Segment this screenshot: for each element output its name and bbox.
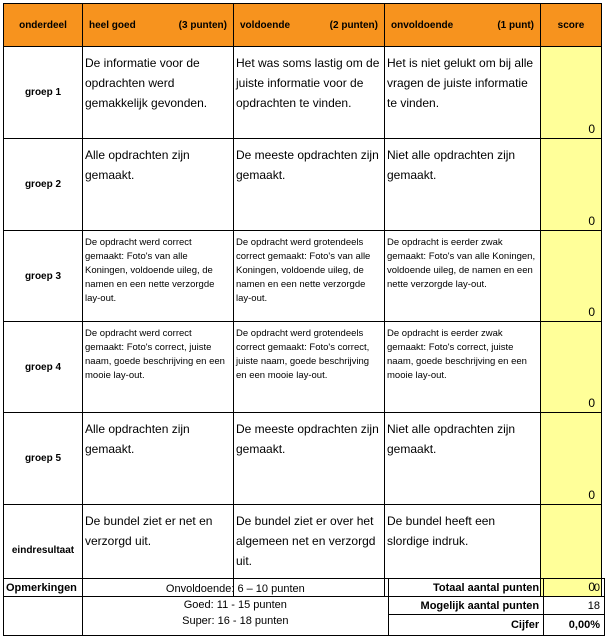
mogelijk-value: 18	[544, 597, 605, 615]
score-value: 0	[588, 214, 595, 228]
row-name: groep 3	[4, 231, 83, 322]
score-cell[interactable]	[541, 413, 602, 505]
table-row	[4, 413, 602, 505]
totaal-label: Totaal aantal punten	[388, 579, 543, 597]
score-cell[interactable]	[541, 139, 602, 231]
row-name: groep 2	[4, 139, 83, 231]
score-value: 0	[588, 396, 595, 410]
header-onvoldoende-label: onvoldoende	[391, 19, 454, 31]
cell-heel-goed: De informatie voor de opdrachten werd gemakkelijk gevonden.	[83, 47, 234, 139]
header-onvoldoende-points: (1 punt)	[497, 19, 534, 31]
row-name: groep 5	[4, 413, 83, 505]
header-voldoende	[234, 4, 385, 47]
table-row	[4, 231, 602, 322]
cell-onvoldoende: De bundel heeft een slordige indruk.	[385, 505, 541, 597]
row-name: groep 1	[4, 47, 83, 139]
table-row	[4, 47, 602, 139]
cell-heel-goed: Alle opdrachten zijn gemaakt.	[83, 139, 234, 231]
header-voldoende-points: (2 punten)	[329, 19, 378, 31]
cell-onvoldoende: Niet alle opdrachten zijn gemaakt.	[385, 139, 541, 231]
header-onvoldoende	[385, 4, 541, 47]
score-value: 0	[588, 580, 595, 594]
legend-goed: Goed: 11 - 15 punten	[183, 599, 287, 611]
legend-onvoldoende: Onvoldoende: 6 – 10 punten	[165, 583, 305, 595]
cell-onvoldoende: Niet alle opdrachten zijn gemaakt.	[385, 413, 541, 505]
header-heel-goed-points: (3 punten)	[178, 19, 227, 31]
cell-onvoldoende: De opdracht is eerder zwak gemaakt: Foto's van alle Koningen, voldoende uileg, de namen en een nette verzorgde lay-out.	[385, 231, 541, 322]
header-heel-goed-label: heel goed	[89, 19, 136, 31]
cell-heel-goed: De bundel ziet er net en verzorgd uit.	[83, 505, 234, 597]
cijfer-value: 0,00%	[544, 615, 605, 636]
table-row	[4, 139, 602, 231]
cell-heel-goed: De opdracht werd correct gemaakt: Foto's correct, juiste naam, goede beschrijving en een mooie lay-out.	[83, 322, 234, 413]
summary-table	[3, 578, 605, 636]
row-name: groep 4	[4, 322, 83, 413]
header-score: score	[541, 4, 602, 47]
header-onderdeel: onderdeel	[4, 4, 83, 47]
score-cell[interactable]	[541, 47, 602, 139]
legend-super: Super: 16 - 18 punten	[182, 615, 289, 627]
row-name: eindresultaat	[4, 505, 83, 597]
cell-voldoende: De opdracht werd grotendeels correct gemaakt: Foto's van alle Koningen, voldoende uileg, de namen en een nette verzorgde lay-out.	[234, 231, 385, 322]
cell-voldoende: De meeste opdrachten zijn gemaakt.	[234, 413, 385, 505]
mogelijk-label: Mogelijk aantal punten	[388, 597, 543, 615]
header-heel-goed	[83, 4, 234, 47]
cell-onvoldoende: De opdracht is eerder zwak gemaakt: Foto's correct, juiste naam, goede beschrijving en een mooie lay-out.	[385, 322, 541, 413]
cell-heel-goed: Alle opdrachten zijn gemaakt.	[83, 413, 234, 505]
grading-legend	[82, 579, 388, 636]
cell-voldoende: De bundel ziet er over het algemeen net en verzorgd uit.	[234, 505, 385, 597]
rubric-table	[3, 3, 602, 597]
cell-heel-goed: De opdracht werd correct gemaakt: Foto's van alle Koningen, voldoende uileg, de namen en een nette verzorgde lay-out.	[83, 231, 234, 322]
cell-onvoldoende: Het is niet gelukt om bij alle vragen de juiste informatie te vinden.	[385, 47, 541, 139]
score-value: 0	[588, 305, 595, 319]
opmerkingen-label: Opmerkingen	[4, 579, 83, 636]
totaal-value: 0	[544, 579, 605, 597]
cell-voldoende: De opdracht werd grotendeels correct gemaakt: Foto's correct, juiste naam, goede beschrijving en een mooie lay-out.	[234, 322, 385, 413]
header-voldoende-label: voldoende	[240, 19, 291, 31]
score-value: 0	[588, 488, 595, 502]
cijfer-label: Cijfer	[388, 615, 543, 636]
cell-voldoende: Het was soms lastig om de juiste informatie voor de opdrachten te vinden.	[234, 47, 385, 139]
header-row	[4, 4, 602, 47]
score-cell[interactable]	[541, 322, 602, 413]
table-row	[4, 322, 602, 413]
cell-voldoende: De meeste opdrachten zijn gemaakt.	[234, 139, 385, 231]
score-cell[interactable]	[541, 231, 602, 322]
score-value: 0	[588, 122, 595, 136]
